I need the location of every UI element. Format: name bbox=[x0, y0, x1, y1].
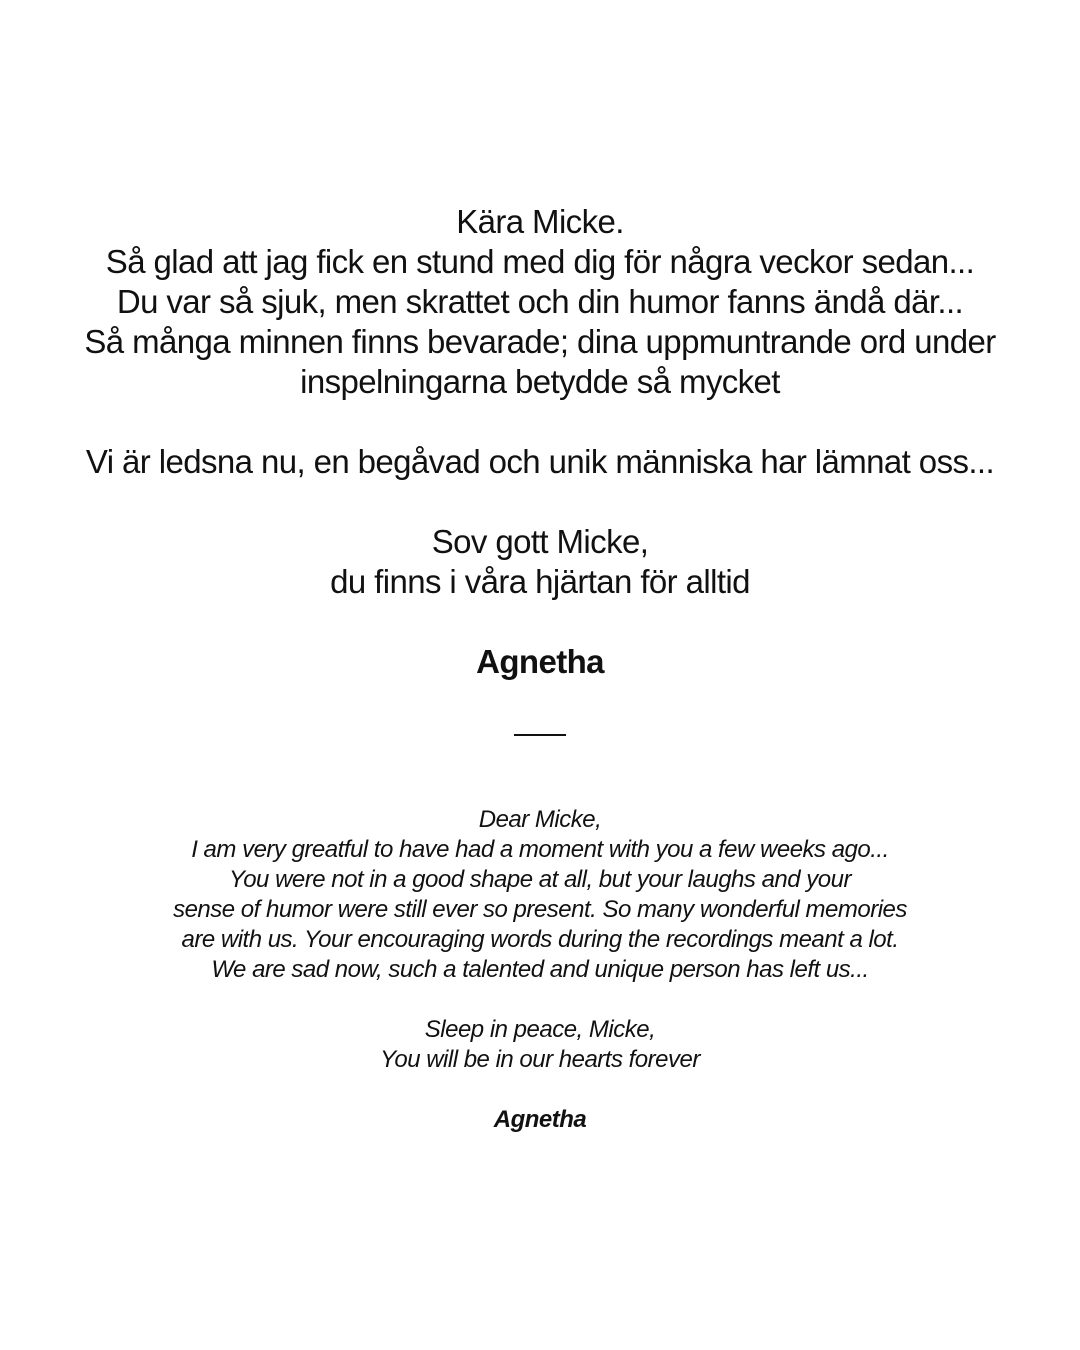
english-farewell: Sleep in peace, Micke, bbox=[424, 1016, 656, 1043]
english-line: You were not in a good shape at all, but your laughs and your bbox=[229, 866, 851, 893]
english-greeting: Dear Micke, bbox=[478, 806, 602, 833]
swedish-sad-line: Vi är ledsna nu, en begåvad och unik människa har lämnat oss... bbox=[85, 443, 995, 480]
english-line: I am very greatful to have had a moment with you a few weeks ago... bbox=[191, 836, 889, 863]
english-line: We are sad now, such a talented and unique person has left us... bbox=[211, 956, 869, 983]
english-letter bbox=[90, 805, 990, 1135]
english-farewell: You will be in our hearts forever bbox=[380, 1046, 700, 1073]
english-line: sense of humor were still ever so present. So many wonderful memories bbox=[173, 896, 907, 923]
swedish-line: inspelningarna betydde så mycket bbox=[300, 363, 780, 400]
paragraph-gap bbox=[90, 985, 990, 1015]
english-signature: Agnetha bbox=[493, 1106, 587, 1133]
swedish-farewell: Sov gott Micke, bbox=[431, 523, 649, 560]
swedish-greeting: Kära Micke. bbox=[456, 203, 624, 240]
swedish-farewell: du finns i våra hjärtan för alltid bbox=[330, 563, 750, 600]
swedish-line: Du var så sjuk, men skrattet och din humor fanns ändå där... bbox=[116, 283, 964, 320]
section-divider bbox=[514, 734, 566, 736]
swedish-letter bbox=[40, 202, 1040, 682]
english-line: are with us. Your encouraging words during the recordings meant a lot. bbox=[181, 926, 899, 953]
swedish-line: Så glad att jag fick en stund med dig för några veckor sedan... bbox=[105, 243, 975, 280]
swedish-signature: Agnetha bbox=[476, 643, 604, 680]
paragraph-gap bbox=[40, 482, 1040, 522]
paragraph-gap bbox=[40, 402, 1040, 442]
swedish-line: Så många minnen finns bevarade; dina uppmuntrande ord under bbox=[84, 323, 996, 360]
